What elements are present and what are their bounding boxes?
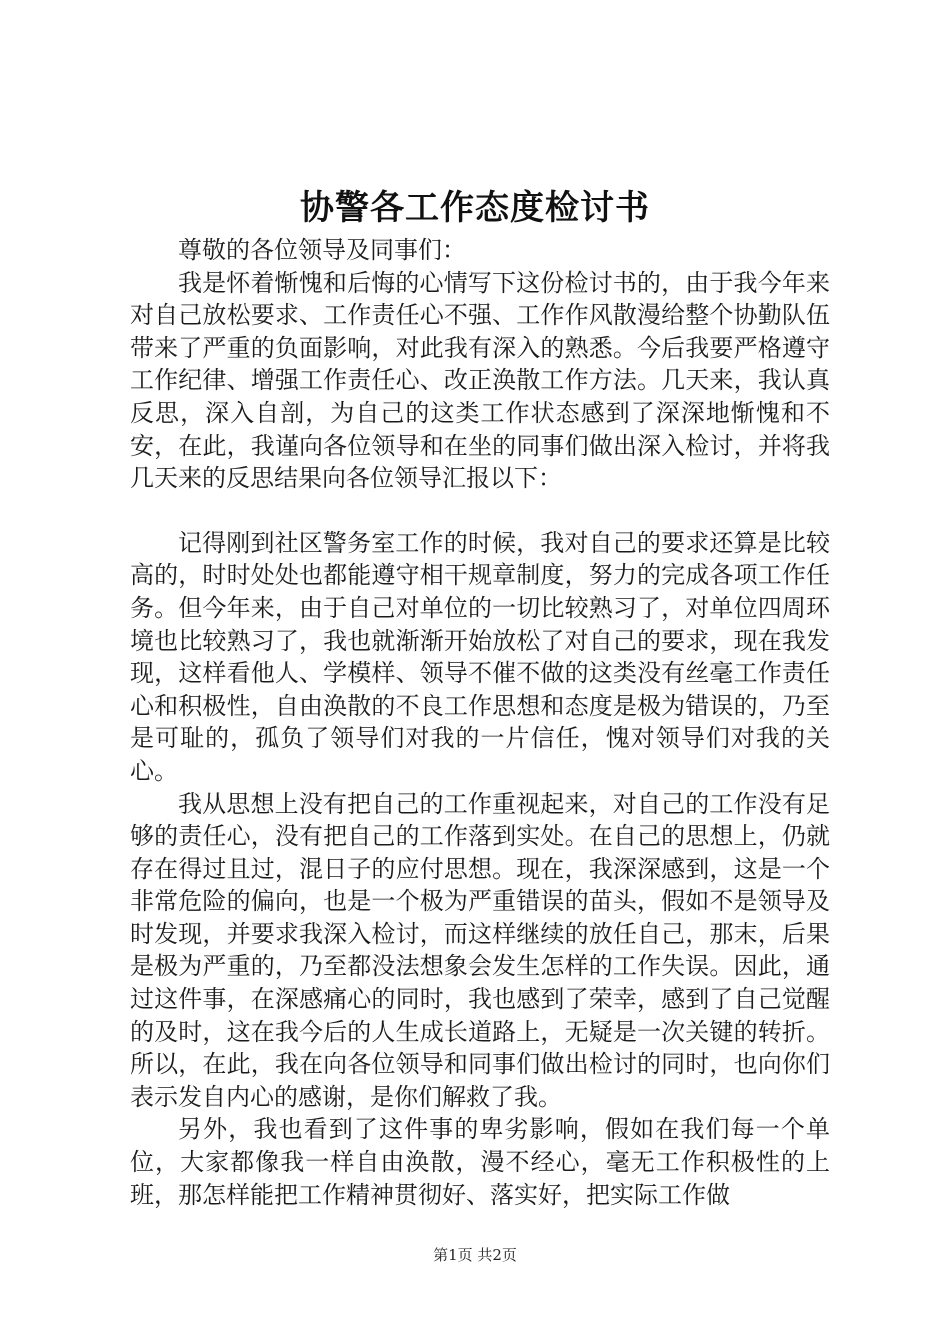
paragraph-3: 我从思想上没有把自己的工作重视起来，对自己的工作没有足够的责任心，没有把自己的工作落到实处。在自己的思想上，仍就存在得过且过，混日子的应付思想。现在，我深深感到，这是一个非常危险的偏向，也是一个极为严重错误的苗头，假如不是领导及时发现，并要求我深入检讨，而这样继续的放任自己，那末，后果是极为严重的，乃至都没法想象会发生怎样的工作失误。因此，通过这件事，在深感痛心的同时，我也感到了荣幸，感到了自己觉醒的及时，这在我今后的人生成长道路上，无疑是一次关键的转折。所以，在此，我在向各位领导和同事们做出检讨的同时，也向你们表示发自内心的感谢，是你们解救了我。 (130, 789, 830, 1111)
paragraph-4: 另外，我也看到了这件事的卑劣影响，假如在我们每一个单位，大家都像我一样自由涣散，漫不经心，毫无工作积极性的上班，那怎样能把工作精神贯彻好、落实好，把实际工作做 (130, 1115, 830, 1209)
paragraph-1: 我是怀着惭愧和后悔的心情写下这份检讨书的，由于我今年来对自己放松要求、工作责任心不强、工作作风散漫给整个协勤队伍带来了严重的负面影响，对此我有深入的熟悉。今后我要严格遵守工作纪律、增强工作责任心、改正涣散工作方法。几天来，我认真反思，深入自剖，为自己的这类工作状态感到了深深地惭愧和不安，在此，我谨向各位领导和在坐的同事们做出深入检讨，并将我几天来的反思结果向各位领导汇报以下： (130, 268, 830, 493)
document-body (130, 234, 830, 1211)
page-footer: 第1页 共2页 (433, 1246, 517, 1264)
paragraph-2: 记得刚到社区警务室工作的时候，我对自己的要求还算是比较高的，时时处处也都能遵守相干规章制度，努力的完成各项工作任务。但今年来，由于自己对单位的一切比较熟习了，对单位四周环境也比较熟习了，我也就渐渐开始放松了对自己的要求，现在我发现，这样看他人、学模样、领导不催不做的这类没有丝毫工作责任心和积极性，自由涣散的不良工作思想和态度是极为错误的，乃至是可耻的，孤负了领导们对我的一片信任，愧对领导们对我的关心。 (130, 528, 830, 785)
salutation: 尊敬的各位领导及同事们： (178, 236, 466, 264)
document-title: 协警各工作态度检讨书 (300, 188, 650, 228)
paragraph-gap (130, 495, 830, 527)
